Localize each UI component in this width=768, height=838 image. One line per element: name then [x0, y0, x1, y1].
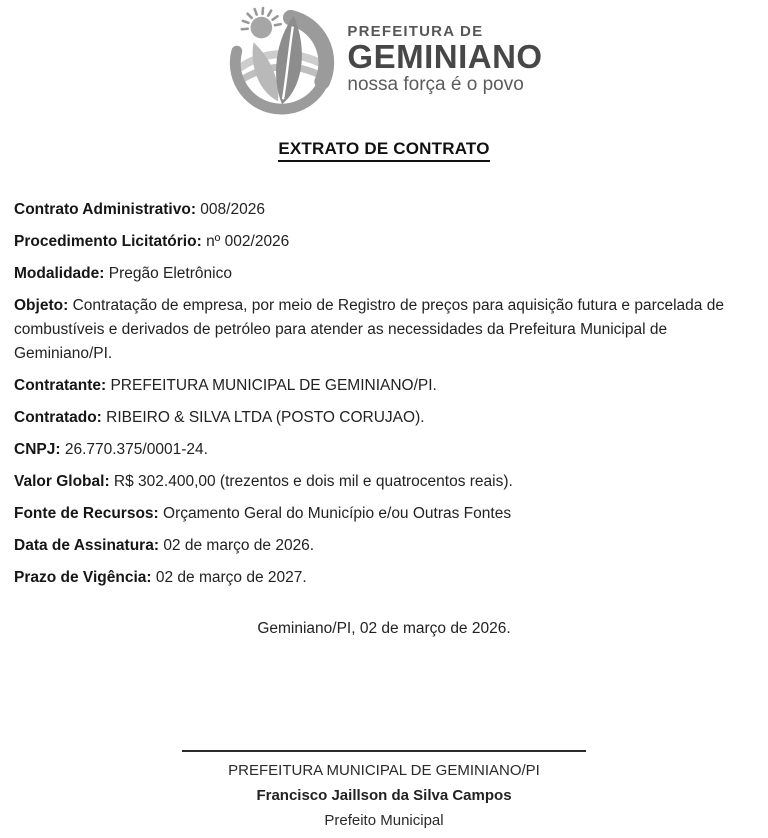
- field-value: Pregão Eletrônico: [108, 265, 232, 282]
- dateline: Geminiano/PI, 02 de março de 2026.: [257, 620, 511, 637]
- field-valor-global: [14, 470, 750, 494]
- field-label: CNPJ:: [14, 441, 61, 458]
- field-label: Modalidade:: [14, 265, 105, 282]
- field-fonte-de-recursos: [14, 502, 750, 526]
- document-title: EXTRATO DE CONTRATO: [278, 139, 489, 162]
- field-value: R$ 302.400,00 (trezentos e dois mil e quatrocentos reais).: [113, 473, 513, 490]
- field-label: Procedimento Licitatório:: [14, 233, 202, 250]
- field-label: Valor Global:: [14, 473, 110, 490]
- field-data-de-assinatura: [14, 534, 750, 558]
- logo-line-geminiano: GEMINIANO: [347, 37, 543, 75]
- field-contratante: [14, 374, 750, 398]
- signature-role: Prefeito Municipal: [324, 812, 444, 829]
- signature-org: PREFEITURA MUNICIPAL DE GEMINIANO/PI: [228, 762, 540, 779]
- field-procedimento-licitatorio: [14, 230, 750, 254]
- field-label: Prazo de Vigência:: [14, 569, 152, 586]
- field-label: Objeto:: [14, 297, 69, 314]
- field-contrato-administrativo: [14, 198, 750, 222]
- field-label: Contratante:: [14, 377, 107, 394]
- field-value: 02 de março de 2027.: [155, 569, 307, 586]
- field-objeto: [14, 294, 750, 366]
- contract-fields: [14, 198, 750, 590]
- header-logo: [0, 0, 768, 115]
- field-label: Contrato Administrativo:: [14, 201, 196, 218]
- field-label: Fonte de Recursos:: [14, 505, 159, 522]
- signature-rule: [182, 750, 586, 752]
- field-cnpj: [14, 438, 750, 462]
- field-prazo-de-vigencia: [14, 566, 750, 590]
- field-value: Contratação de empresa, por meio de Registro de preços para aquisição futura e parcelada de combustíveis e derivados de petróleo para atender as necessidades da Prefeitura Municipal de Geminiano/PI.: [14, 297, 724, 362]
- field-value: PREFEITURA MUNICIPAL DE GEMINIANO/PI.: [110, 377, 437, 394]
- field-value: 26.770.375/0001-24.: [64, 441, 208, 458]
- field-value: 008/2026: [200, 201, 265, 218]
- field-modalidade: [14, 262, 750, 286]
- field-value: RIBEIRO & SILVA LTDA (POSTO CORUJAO).: [106, 409, 425, 426]
- signature-name: Francisco Jaillson da Silva Campos: [256, 787, 512, 804]
- prefeitura-emblem-icon: [225, 3, 337, 115]
- title-wrap: [0, 139, 768, 162]
- logo-slogan: nossa força é o povo: [347, 73, 524, 95]
- signature-block: [0, 750, 768, 833]
- field-value: Orçamento Geral do Município e/ou Outras Fontes: [163, 505, 512, 522]
- field-label: Contratado:: [14, 409, 102, 426]
- field-value: 02 de março de 2026.: [163, 537, 315, 554]
- field-label: Data de Assinatura:: [14, 537, 159, 554]
- field-value: nº 002/2026: [206, 233, 290, 250]
- logo-line-prefeitura-de: PREFEITURA DE: [347, 22, 484, 40]
- logo-wordmark: [347, 23, 542, 96]
- field-contratado: [14, 406, 750, 430]
